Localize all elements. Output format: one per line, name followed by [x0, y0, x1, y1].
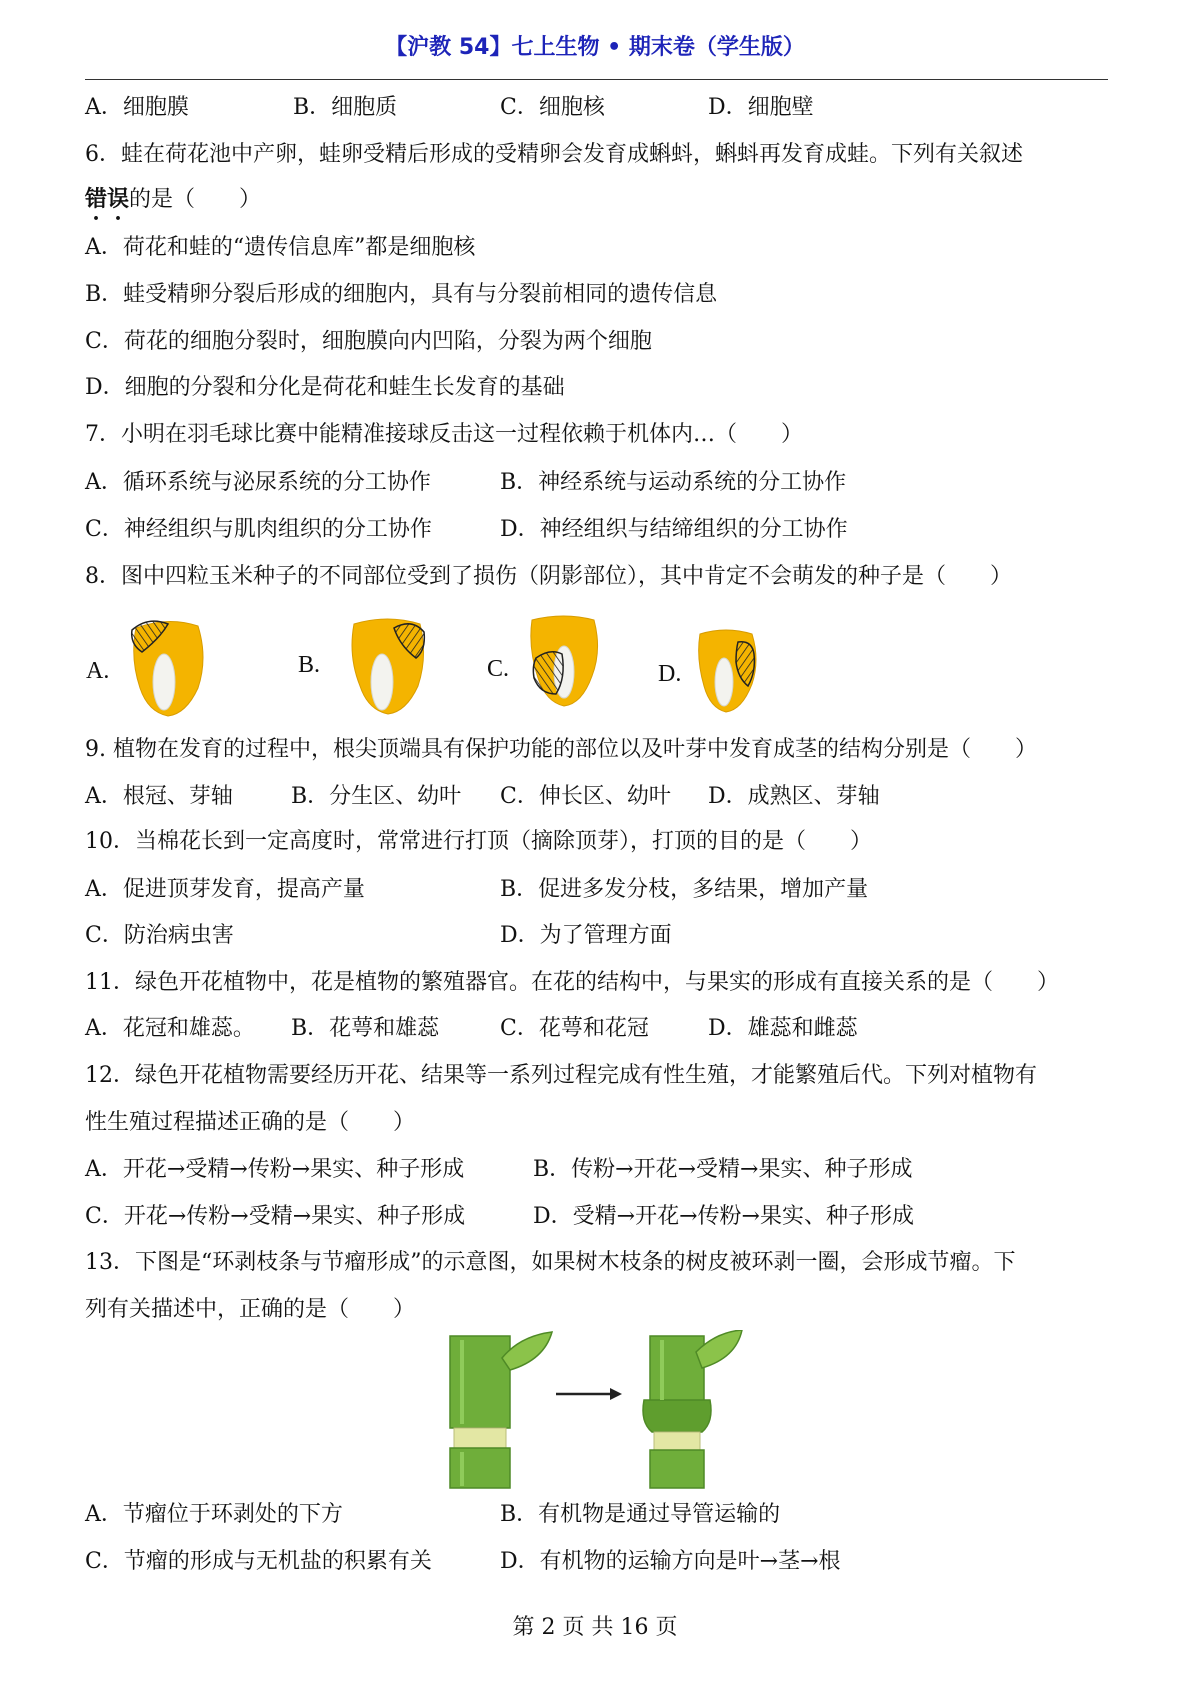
q13-girdling-diagram	[440, 1330, 750, 1490]
q5-option-d: D．细胞壁	[708, 95, 814, 120]
q12-option-b: B．传粉→开花→受精→果实、种子形成	[533, 1157, 913, 1182]
q8-stem: 8．图中四粒玉米种子的不同部位受到了损伤（阴影部位），其中肯定不会萌发的种子是（ ）	[85, 564, 1013, 589]
q7-option-b: B．神经系统与运动系统的分工协作	[500, 470, 847, 495]
q13-stem-line1: 13．下图是“环剥枝条与节瘤形成”的示意图，如果树木枝条的树皮被环剥一圈，会形成节瘤。下	[85, 1250, 1016, 1275]
q13-branch-after	[643, 1330, 742, 1488]
q12-option-d: D．受精→开花→传粉→果实、种子形成	[533, 1204, 914, 1229]
q12-stem-line2: 性生殖过程描述正确的是（ ）	[85, 1110, 416, 1135]
q11-stem: 11．绿色开花植物中，花是植物的繁殖器官。在花的结构中，与果实的形成有直接关系的是（ ）	[85, 970, 1059, 995]
q8-label-c: C.	[487, 656, 510, 682]
q5-option-c: C．细胞核	[500, 95, 605, 120]
q8-seed-b-image	[348, 616, 428, 716]
q7-option-a: A．循环系统与泌尿系统的分工协作	[85, 470, 431, 495]
q13-option-d: D．有机物的运输方向是叶→茎→根	[500, 1549, 841, 1574]
q10-option-c: C．防治病虫害	[85, 923, 234, 948]
arrow-right-icon	[556, 1388, 622, 1400]
q13-option-b: B．有机物是通过导管运输的	[500, 1502, 781, 1527]
q7-option-d: D．神经组织与结缔组织的分工协作	[500, 517, 848, 542]
q5-option-a: A．细胞膜	[85, 95, 189, 120]
q6-stem-line1: 6．蛙在荷花池中产卵，蛙卵受精后形成的受精卵会发育成蝌蚪，蝌蚪再发育成蛙。下列有关叙述	[85, 142, 1024, 167]
q13-stem-line2: 列有关描述中，正确的是（ ）	[85, 1297, 416, 1322]
q11-option-a: A．花冠和雄蕊。	[85, 1016, 255, 1041]
q8-label-d: D.	[658, 661, 682, 687]
q6-option-a: A．荷花和蛙的“遗传信息库”都是细胞核	[85, 235, 476, 260]
q6-stem-rest: 的是（ ）	[129, 187, 262, 212]
q9-option-a: A．根冠、芽轴	[85, 784, 233, 809]
q6-stem-line2	[85, 184, 261, 225]
q6-option-d: D．细胞的分裂和分化是荷花和蛙生长发育的基础	[85, 375, 565, 400]
q10-option-a: A．促进顶芽发育，提高产量	[85, 877, 365, 902]
q6-option-c: C．荷花的细胞分裂时，细胞膜向内凹陷，分裂为两个细胞	[85, 329, 652, 354]
q9-option-b: B．分生区、幼叶	[291, 784, 462, 809]
q7-stem: 7．小明在羽毛球比赛中能精准接球反击这一过程依赖于机体内…（ ）	[85, 422, 803, 447]
q10-stem: 10．当棉花长到一定高度时，常常进行打顶（摘除顶芽），打顶的目的是（ ）	[85, 829, 872, 854]
q13-option-a: A．节瘤位于环剥处的下方	[85, 1502, 343, 1527]
q8-label-a: A.	[86, 658, 110, 684]
q12-option-a: A．开花→受精→传粉→果实、种子形成	[85, 1157, 465, 1182]
q9-stem: 9. 植物在发育的过程中，根尖顶端具有保护功能的部位以及叶芽中发育成茎的结构分别是（ ）	[85, 737, 1037, 762]
q6-emphasis-word: 错误	[85, 186, 130, 212]
q12-stem-line1: 12．绿色开花植物需要经历开花、结果等一系列过程完成有性生殖，才能繁殖后代。下列对植物有	[85, 1063, 1037, 1088]
q5-option-b: B．细胞质	[293, 95, 398, 120]
q13-branch-before	[450, 1332, 552, 1488]
q9-option-d: D．成熟区、芽轴	[708, 784, 880, 809]
q8-seed-a-image	[128, 618, 208, 718]
q11-option-b: B．花萼和雄蕊	[291, 1016, 440, 1041]
q11-option-d: D．雄蕊和雌蕊	[708, 1016, 858, 1041]
q9-option-c: C．伸长区、幼叶	[500, 784, 671, 809]
q11-option-c: C．花萼和花冠	[500, 1016, 649, 1041]
page-header-title: 【沪教 54】七上生物 • 期末卷（学生版）	[385, 35, 805, 60]
q8-seed-d-image	[694, 628, 760, 714]
page-footer: 第 2 页 共 16 页	[512, 1615, 678, 1640]
q6-option-b: B．蛙受精卵分裂后形成的细胞内，具有与分裂前相同的遗传信息	[85, 282, 718, 307]
q8-label-b: B.	[298, 652, 321, 678]
q8-seed-c-image	[526, 614, 602, 710]
q10-option-b: B．促进多发分枝，多结果，增加产量	[500, 877, 869, 902]
q7-option-c: C．神经组织与肌肉组织的分工协作	[85, 517, 432, 542]
header-divider	[85, 79, 1108, 80]
q13-option-c: C．节瘤的形成与无机盐的积累有关	[85, 1549, 432, 1574]
q10-option-d: D．为了管理方面	[500, 923, 672, 948]
q12-option-c: C．开花→传粉→受精→果实、种子形成	[85, 1204, 466, 1229]
